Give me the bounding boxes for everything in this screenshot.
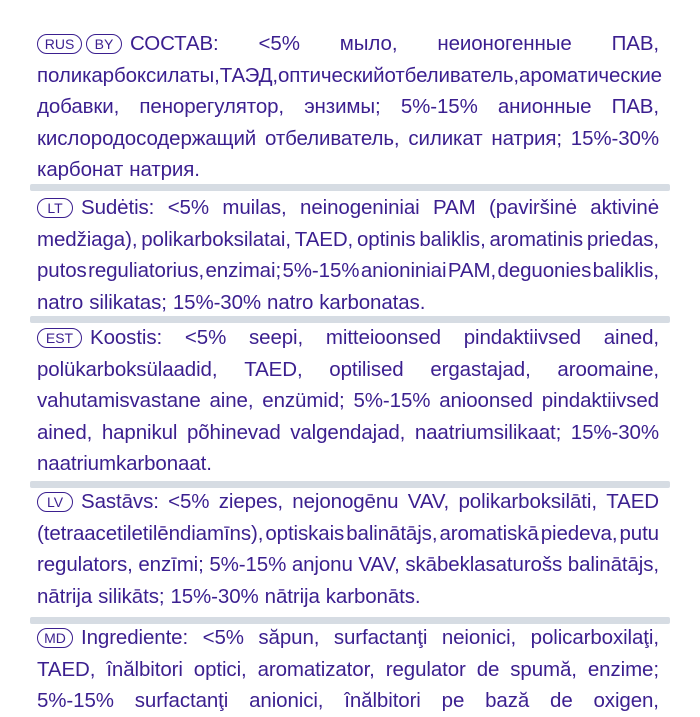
word: policarboxilaţi,: [530, 626, 659, 649]
word: põhinevad: [186, 420, 281, 444]
word: 15%-30%: [172, 290, 262, 314]
language-badge-lv: LV: [37, 492, 73, 512]
word: pe: [441, 689, 465, 712]
word: 5%-15%: [400, 95, 478, 118]
text-line: [37, 224, 659, 256]
text-line: [37, 654, 659, 686]
word: piedeva,: [540, 521, 618, 545]
word: ained,: [603, 326, 659, 349]
word: putu: [619, 521, 659, 545]
word: medžiaga),: [37, 227, 138, 251]
text-line: [37, 417, 659, 449]
word: oxigen,: [593, 689, 659, 712]
word: 5%-15%: [37, 689, 114, 712]
word: polükarboksülaadid,: [37, 357, 218, 381]
word: anioonsed: [439, 389, 533, 412]
word: optinis: [356, 227, 416, 251]
word: mitteioonsed: [325, 326, 441, 349]
word: отбеливатель,: [384, 63, 520, 87]
text-line: [37, 192, 659, 224]
word: regulator: [385, 657, 466, 681]
word: оптический: [277, 63, 385, 87]
word: Sastāvs:: [81, 490, 159, 513]
text-line: [37, 154, 659, 186]
word: neionici,: [441, 626, 517, 649]
word: nātrija: [37, 584, 93, 608]
text-line: [37, 685, 659, 717]
word: deguonies: [497, 259, 592, 282]
text-line: [37, 549, 659, 581]
word: regulators,: [37, 553, 133, 576]
language-badge-est: EST: [37, 328, 82, 348]
word: натрия;: [491, 126, 562, 150]
section-lv: [37, 486, 659, 612]
word: PAM: [432, 196, 476, 219]
word: înălbitori: [344, 689, 421, 712]
word: пенорегулятор,: [139, 95, 285, 118]
word: неионогенные: [437, 32, 572, 55]
text-line: [37, 28, 659, 60]
word: înălbitori: [106, 657, 183, 681]
text-line: [37, 322, 659, 354]
word: 5%-15%: [353, 389, 431, 412]
word: TAED,: [294, 227, 354, 251]
word: natro: [37, 290, 84, 314]
word: (paviršinė: [489, 196, 577, 219]
word: balinātājs,: [567, 553, 659, 576]
word: baliklis,: [592, 259, 659, 282]
word: <5%: [202, 626, 244, 649]
word: reguliatorius,: [88, 259, 205, 282]
word: <5%: [258, 32, 300, 55]
word: ПАВ,: [611, 32, 659, 55]
word: aktivinė: [590, 196, 659, 219]
word: PAM,: [447, 259, 497, 282]
word: добавки,: [37, 95, 120, 118]
text-line: [37, 123, 659, 155]
word: СОСТАВ:: [130, 32, 219, 55]
word: <5%: [184, 326, 227, 349]
word: отбеливатель,: [264, 126, 400, 150]
word: balinātājs,: [346, 521, 438, 545]
word: optici,: [193, 657, 247, 681]
language-badge-md: MD: [37, 628, 73, 648]
word: naatriumkarbonaat.: [37, 452, 212, 475]
word: surfactanţi: [134, 689, 229, 712]
word: aine,: [209, 389, 254, 412]
word: vahutamisvastane: [37, 389, 201, 412]
word: surfactanţi: [333, 626, 428, 649]
word: seepi,: [249, 326, 304, 349]
word: karbonāts.: [325, 584, 421, 608]
word: spumă,: [510, 657, 577, 681]
word: bază: [485, 689, 530, 712]
word: VAV,: [358, 553, 400, 576]
word: энзимы;: [304, 95, 381, 118]
word: enzīmi;: [138, 553, 204, 576]
word: hapnikul: [101, 420, 178, 444]
word: кислородосодержащий: [37, 126, 257, 150]
word: optilised: [329, 357, 404, 381]
text-line: [37, 354, 659, 386]
word: enzime;: [587, 657, 659, 681]
word: aromatinis: [489, 227, 584, 251]
word: pindaktiivsed: [541, 389, 659, 412]
word: silikatas;: [89, 290, 167, 314]
word: 5%-15%: [209, 553, 287, 576]
word: priedas,: [586, 227, 659, 251]
word: anioniniai: [360, 259, 447, 282]
word: baliklis,: [419, 227, 486, 251]
text-line: [37, 486, 659, 518]
word: <5%: [168, 490, 210, 513]
word: enzümid;: [262, 389, 345, 412]
word: valgendajad,: [290, 420, 406, 444]
word: muilas,: [222, 196, 287, 219]
word: мыло,: [339, 32, 398, 55]
text-line: [37, 287, 659, 319]
word: <5%: [167, 196, 209, 219]
word: анионные: [497, 95, 592, 118]
text-line: [37, 448, 659, 480]
word: (tetraacetiletilēndiamīns),: [37, 521, 264, 545]
word: de: [550, 689, 573, 712]
text-line: [37, 60, 662, 92]
language-badge-rus: RUS: [37, 34, 82, 54]
text-line: [37, 255, 659, 287]
text-line: [37, 385, 659, 417]
word: ergastajad,: [430, 357, 531, 381]
word: polikarboksilāti,: [458, 490, 597, 513]
text-line: [37, 581, 659, 613]
language-badge-lt: LT: [37, 198, 73, 218]
word: ziepes,: [218, 490, 283, 513]
word: pindaktiivsed: [463, 326, 581, 349]
word: ПАВ,: [611, 95, 659, 118]
word: neinogeniniai: [300, 196, 420, 219]
word: aroomaine,: [557, 357, 659, 381]
section-divider: [30, 184, 670, 191]
word: 5%-15%: [282, 259, 360, 282]
word: skābeklasaturošs: [405, 553, 563, 576]
word: natro: [267, 290, 314, 314]
word: поликарбоксилаты,: [37, 63, 220, 87]
section-est: [37, 322, 659, 480]
word: ained,: [37, 420, 93, 444]
section-rus-by: [37, 28, 662, 186]
word: anionici,: [249, 689, 324, 712]
word: TAED: [606, 490, 659, 513]
word: Ingrediente:: [81, 626, 189, 649]
section-md: [37, 622, 659, 717]
language-badge-by: BY: [86, 34, 122, 54]
word: TAED,: [37, 657, 96, 681]
word: aromatizator,: [257, 657, 375, 681]
word: карбонат: [37, 158, 124, 181]
word: săpun,: [258, 626, 320, 649]
word: натрия.: [129, 158, 200, 181]
word: ароматические: [519, 63, 662, 87]
word: putos: [37, 259, 87, 282]
word: 15%-30%: [170, 584, 259, 608]
word: aromatiskā: [439, 521, 539, 545]
word: anjonu: [291, 553, 353, 576]
word: enzimai;: [205, 259, 282, 282]
word: 15%-30%: [570, 126, 659, 150]
word: optiskais: [265, 521, 345, 545]
word: de: [476, 657, 500, 681]
word: polikarboksilatai,: [141, 227, 291, 251]
word: VAV,: [407, 490, 450, 513]
word: nejonogēnu: [292, 490, 399, 513]
section-lt: [37, 192, 659, 318]
text-line: [37, 91, 659, 123]
word: nātrija: [264, 584, 320, 608]
word: Koostis:: [90, 326, 163, 349]
word: 15%-30%: [570, 420, 659, 444]
word: karbonatas.: [319, 290, 426, 314]
text-line: [37, 518, 659, 550]
word: Sudėtis:: [81, 196, 155, 219]
word: silikāts;: [98, 584, 165, 608]
word: naatriumsilikaat;: [414, 420, 562, 444]
word: силикат: [408, 126, 483, 150]
text-line: [37, 622, 659, 654]
word: TAED,: [244, 357, 303, 381]
word: ТАЭД,: [219, 63, 278, 87]
